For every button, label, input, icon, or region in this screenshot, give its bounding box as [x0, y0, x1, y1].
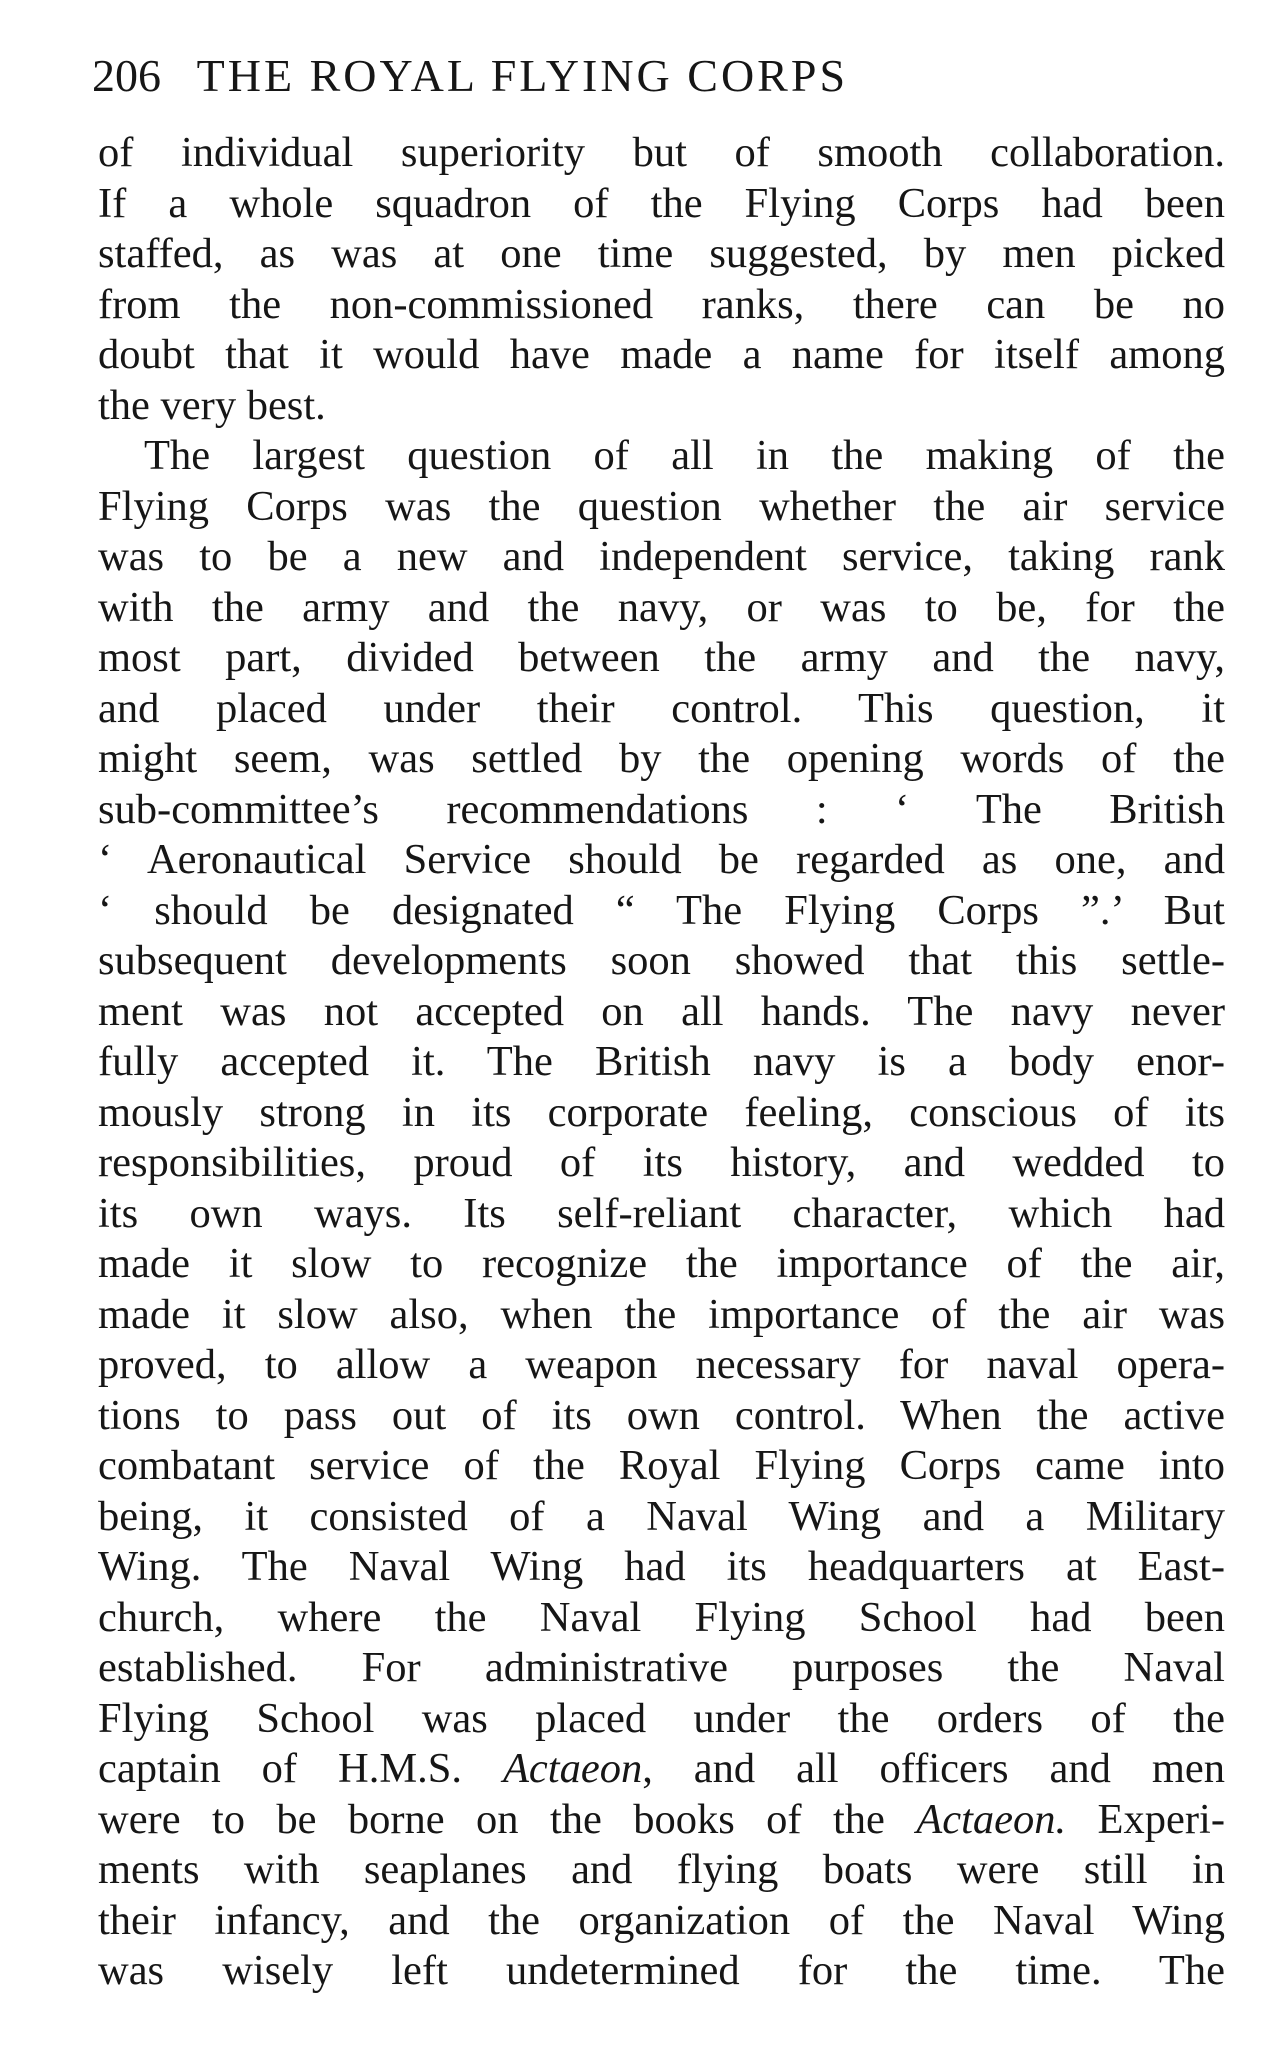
text-line: being, it consisted of a Naval Wing and a Military — [98, 1492, 1225, 1540]
text-line: doubt that it would have made a name for itself among — [98, 331, 1225, 378]
text-line: Flying Corps was the question whether the air service — [98, 482, 1225, 530]
text-line: staffed, as was at one time suggested, by men picked — [98, 230, 1225, 277]
text-line: Wing. The Naval Wing had its headquarters at East- — [98, 1543, 1225, 1590]
text-line: tions to pass out of its own control. When the active — [98, 1391, 1225, 1439]
text-line: proved, to allow a weapon necessary for naval opera- — [98, 1341, 1225, 1388]
text-line: of individual superiority but of smooth collaboration. — [98, 129, 1225, 176]
text-line: church, where the Naval Flying School had been — [98, 1593, 1225, 1641]
page-number: 206 — [92, 50, 161, 101]
text-line: sub-committee’s recommendations : ‘ The British — [98, 785, 1225, 833]
text-fragment: were to be borne on the books of the — [98, 1795, 917, 1843]
text-line: ‘ should be designated “ The Flying Corps ”.’ But — [98, 886, 1225, 934]
text-line: was wisely left undetermined for the time. The — [98, 1947, 1225, 1994]
text-fragment: , and all officers and men — [642, 1745, 1225, 1792]
text-line: established. For administrative purposes the Naval — [98, 1644, 1225, 1691]
body-text — [98, 128, 1225, 1997]
paragraph-2 — [98, 431, 1225, 1997]
text-line: their infancy, and the organization of the Naval Wing — [98, 1896, 1225, 1944]
ship-name-italic: Actaeon. — [916, 1795, 1067, 1843]
text-line: made it slow also, when the importance of the air was — [98, 1290, 1225, 1338]
text-line: most part, divided between the army and the navy, — [98, 634, 1225, 681]
paragraph-1 — [98, 128, 1225, 431]
text-line: the very best. — [98, 381, 326, 429]
text-fragment: captain of H.M.S. — [98, 1745, 503, 1792]
text-line: ments with seaplanes and flying boats were still in — [98, 1846, 1225, 1893]
text-line: might seem, was settled by the opening words of the — [98, 735, 1225, 782]
text-line: Flying School was placed under the orders of the — [98, 1694, 1225, 1742]
text-line — [98, 1744, 1225, 1795]
running-head — [92, 46, 848, 106]
text-line: responsibilities, proud of its history, and wedded to — [98, 1139, 1225, 1186]
text-line: and placed under their control. This question, it — [98, 684, 1225, 732]
running-title: THE ROYAL FLYING CORPS — [196, 50, 849, 101]
text-line: ‘ Aeronautical Service should be regarded as one, and — [98, 836, 1225, 883]
ship-name-italic: Actaeon — [502, 1745, 643, 1792]
text-line: ment was not accepted on all hands. The navy never — [98, 987, 1225, 1035]
text-line: was to be a new and independent service, taking rank — [98, 533, 1225, 580]
text-line: subsequent developments soon showed that this settle- — [98, 937, 1225, 984]
text-line: made it slow to recognize the importance of the air, — [98, 1240, 1225, 1287]
text-line: fully accepted it. The British navy is a body enor- — [98, 1038, 1225, 1085]
text-line: combatant service of the Royal Flying Corps came into — [98, 1442, 1225, 1489]
text-line — [98, 1795, 1225, 1846]
text-line: The largest question of all in the making of the — [144, 432, 1225, 479]
text-fragment: Experi- — [1066, 1795, 1225, 1843]
text-line: from the non-commissioned ranks, there can be no — [98, 280, 1225, 328]
text-line: its own ways. Its self-reliant character, which had — [98, 1189, 1225, 1237]
text-line: If a whole squadron of the Flying Corps had been — [98, 179, 1225, 227]
text-line: mously strong in its corporate feeling, conscious of its — [98, 1088, 1225, 1136]
text-line: with the army and the navy, or was to be, for the — [98, 583, 1225, 631]
